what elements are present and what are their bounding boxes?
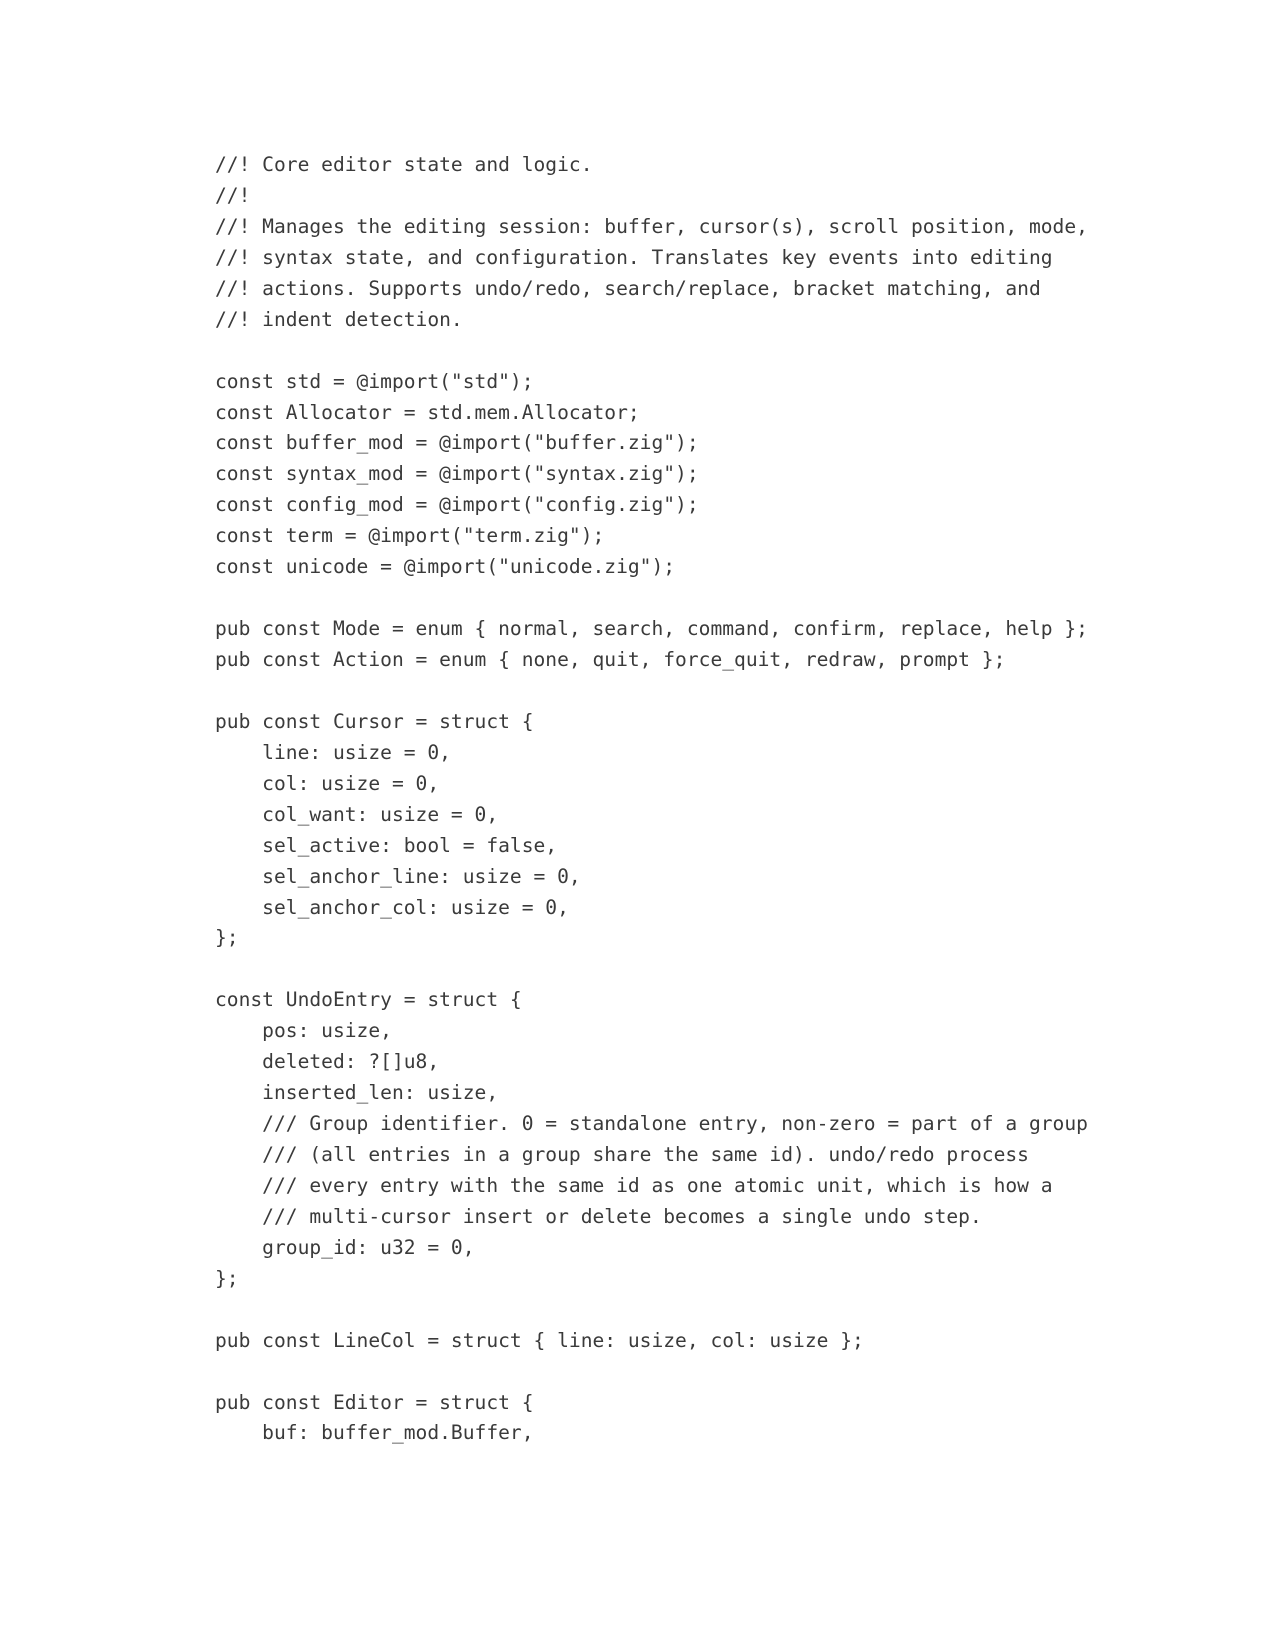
code-line: pub const Action = enum { none, quit, force_quit, redraw, prompt }; — [215, 648, 1006, 671]
code-line: const syntax_mod = @import("syntax.zig"); — [215, 462, 699, 486]
code-line: }; — [215, 926, 239, 950]
code-line: sel_active: bool = false, — [215, 833, 558, 857]
code-line: const UndoEntry = struct { — [215, 988, 522, 1012]
code-line: /// Group identifier. 0 = standalone entry, non-zero = part of a group — [215, 1112, 1088, 1136]
code-line: /// multi-cursor insert or delete becomes a single undo step. — [215, 1204, 982, 1228]
code-line — [215, 1357, 1088, 1388]
code-line: pub const Cursor = struct { — [215, 709, 534, 733]
code-line: inserted_len: usize, — [215, 1081, 499, 1105]
code-line: /// every entry with the same id as one atomic unit, which is how a — [215, 1173, 1053, 1197]
code-line: buf: buffer_mod.Buffer, — [215, 1421, 534, 1445]
code-listing — [215, 150, 1088, 1449]
code-line: //! actions. Supports undo/redo, search/replace, bracket matching, and — [215, 276, 1041, 300]
code-line: //! — [215, 183, 251, 207]
code-line: //! Core editor state and logic. — [215, 153, 593, 176]
code-line — [215, 1295, 1088, 1326]
code-line — [215, 676, 1088, 707]
code-line: const term = @import("term.zig"); — [215, 524, 605, 548]
code-line: pub const Mode = enum { normal, search, command, confirm, replace, help }; — [215, 617, 1088, 641]
code-line: deleted: ?[]u8, — [215, 1050, 440, 1074]
code-line — [215, 336, 1088, 367]
code-line: const config_mod = @import("config.zig"); — [215, 493, 699, 517]
code-line — [215, 954, 1088, 985]
code-line: line: usize = 0, — [215, 740, 451, 764]
code-line: /// (all entries in a group share the same id). undo/redo process — [215, 1143, 1029, 1166]
code-line: const buffer_mod = @import("buffer.zig"); — [215, 431, 699, 455]
code-line — [215, 583, 1088, 614]
code-line: pub const Editor = struct { — [215, 1390, 534, 1414]
code-line: const std = @import("std"); — [215, 369, 534, 393]
code-line: //! indent detection. — [215, 307, 463, 331]
code-line: sel_anchor_col: usize = 0, — [215, 895, 569, 919]
code-line: }; — [215, 1266, 239, 1290]
code-line: //! Manages the editing session: buffer, cursor(s), scroll position, mode, — [215, 214, 1088, 238]
code-line: const Allocator = std.mem.Allocator; — [215, 400, 640, 424]
code-line: pos: usize, — [215, 1019, 392, 1043]
code-line: //! syntax state, and configuration. Translates key events into editing — [215, 245, 1053, 269]
code-line: pub const LineCol = struct { line: usize, col: usize }; — [215, 1328, 864, 1352]
code-line: sel_anchor_line: usize = 0, — [215, 864, 581, 888]
code-line: col_want: usize = 0, — [215, 802, 499, 826]
code-line: const unicode = @import("unicode.zig"); — [215, 555, 676, 579]
code-line: col: usize = 0, — [215, 771, 440, 795]
code-line: group_id: u32 = 0, — [215, 1235, 475, 1259]
